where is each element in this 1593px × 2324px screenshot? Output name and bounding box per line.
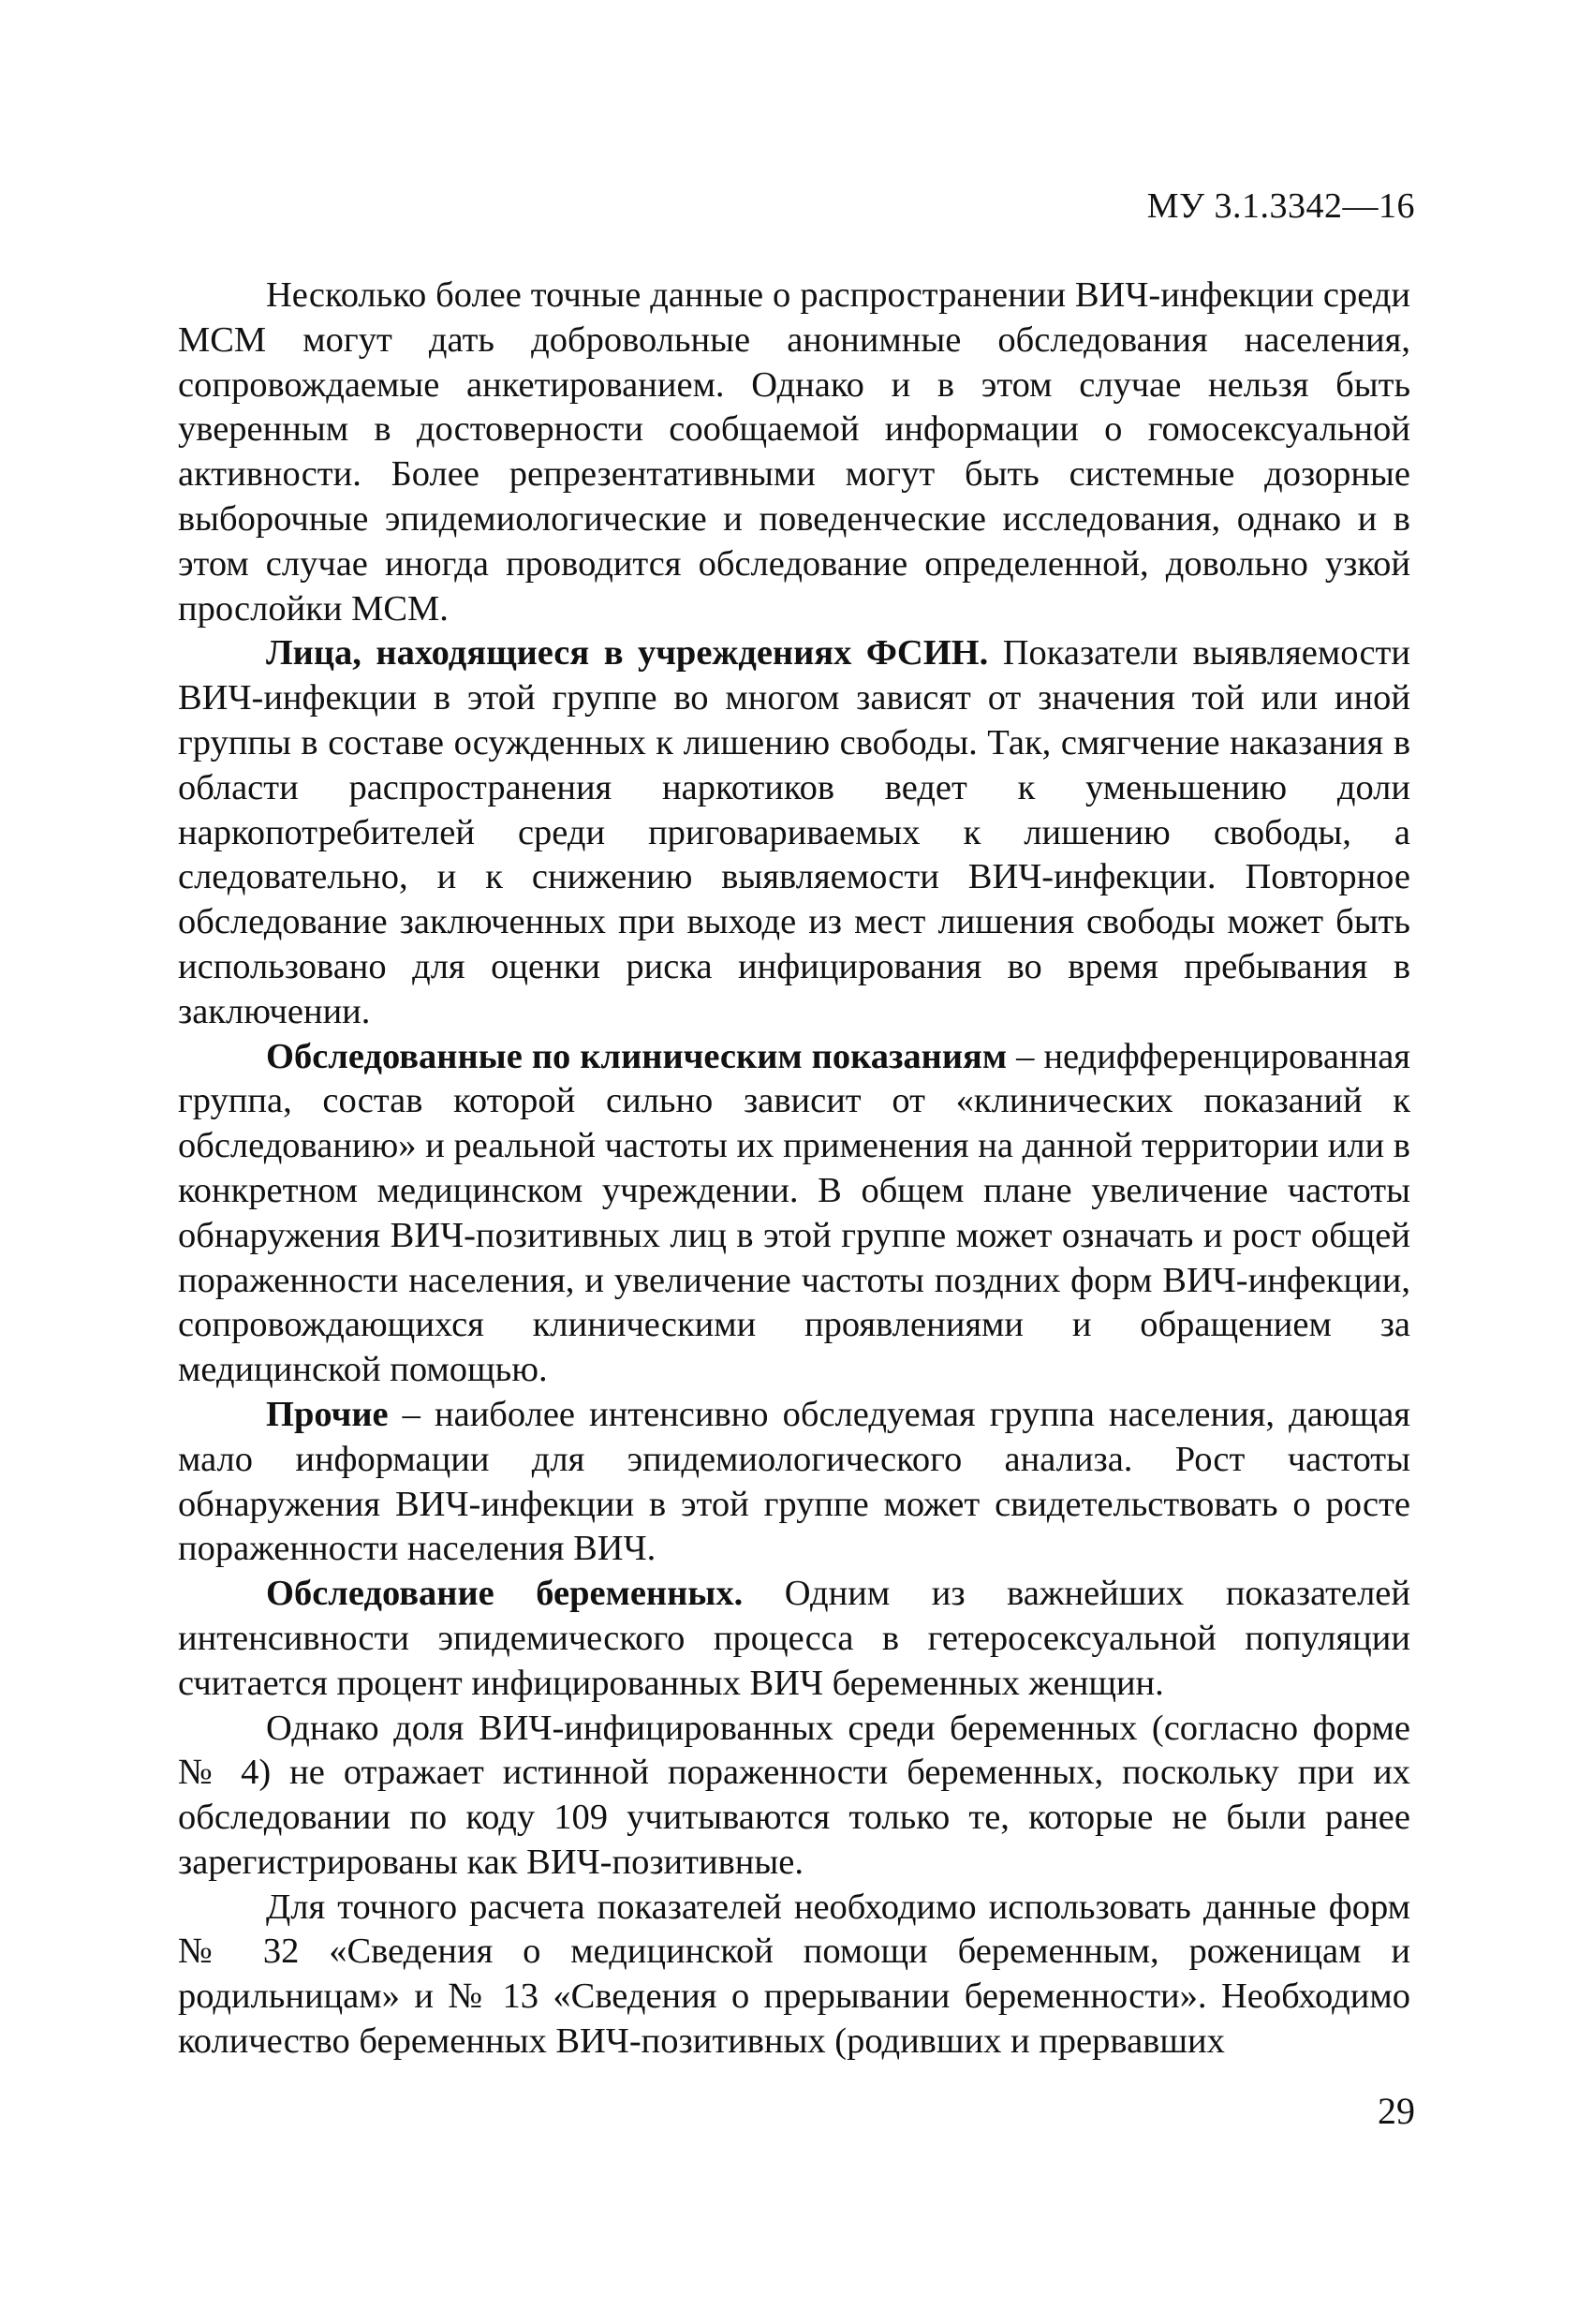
paragraph-text: Однако доля ВИЧ-инфицированных среди беременных (согласно форме № 4) не отражает истинной пораженности беременных, поскольку при их обследовании по коду 109 учитываются только те, которые не были ранее зарегистрированы как ВИЧ-позитивные.: [178, 1708, 1410, 1882]
paragraph-lead: Прочие: [266, 1394, 389, 1434]
page-number: 29: [1378, 2090, 1415, 2132]
paragraph-text: – наиболее интенсивно обследуемая группа населения, дающая мало информации для эпидемиологического анализа. Рост частоты обнаружения ВИЧ-инфекции в этой группе может свидетельствовать о росте пораженности населения ВИЧ.: [178, 1394, 1410, 1569]
document-body: [178, 274, 1410, 2065]
paragraph-other: [178, 1393, 1410, 1572]
paragraph-form-4: [178, 1707, 1410, 1886]
paragraph-forms-32-13: [178, 1886, 1410, 2065]
paragraph-text: Несколько более точные данные о распространении ВИЧ-инфекции среди МСМ могут дать добровольные анонимные обследования населения, сопровождаемые анкетированием. Однако и в этом случае нельзя быть уверенным в достоверности сообщаемой информации о гомосексуальной активности. Более репрезентативными могут быть системные дозорные выборочные эпидемиологические и поведенческие исследования, однако и в этом случае иногда проводится обследование определенной, довольно узкой прослойки МСМ.: [178, 275, 1410, 629]
paragraph-text: Показатели выявляемости ВИЧ-инфекции в этой группе во многом зависят от значения той или иной группы в составе осужденных к лишению свободы. Так, смягчение наказания в области распространения наркотиков ведет к уменьшению доли наркопотребителей среди приговариваемых к лишению свободы, а следовательно, и к снижению выявляемости ВИЧ-инфекции. Повторное обследование заключенных при выходе из мест лишения свободы может быть использовано для оценки риска инфицирования во время пребывания в заключении.: [178, 633, 1410, 1031]
paragraph-msm-surveys: [178, 274, 1410, 631]
paragraph-text: Для точного расчета показателей необходимо использовать данные форм № 32 «Сведения о медицинской помощи беременным, роженицам и родильницам» и № 13 «Сведения о прерывании беременности». Необходимо количество беременных ВИЧ-позитивных (родивших и прервавших: [178, 1887, 1410, 2062]
document-code: МУ 3.1.3342—16: [1146, 186, 1415, 226]
paragraph-lead: Обследованные по клиническим показаниям: [266, 1036, 1008, 1076]
paragraph-clinical: [178, 1035, 1410, 1393]
paragraph-fsin: [178, 631, 1410, 1034]
paragraph-pregnant: [178, 1572, 1410, 1706]
paragraph-text: – недифференцированная группа, состав которой сильно зависит от «клинических показаний к обследованию» и реальной частоты их применения на данной территории или в конкретном медицинском учреждении. В общем плане увеличение частоты обнаружения ВИЧ-позитивных лиц в этой группе может означать и рост общей пораженности населения, и увеличение частоты поздних форм ВИЧ-инфекции, сопровождающихся клиническими проявлениями и обращением за медицинской помощью.: [178, 1036, 1410, 1390]
paragraph-lead: Лица, находящиеся в учреждениях ФСИН.: [266, 633, 989, 674]
paragraph-lead: Обследование беременных.: [266, 1574, 744, 1614]
paragraph-text: Одним из важнейших показателей интенсивности эпидемического процесса в гетеросексуальной популяции считается процент инфицированных ВИЧ беременных женщин.: [178, 1574, 1410, 1703]
